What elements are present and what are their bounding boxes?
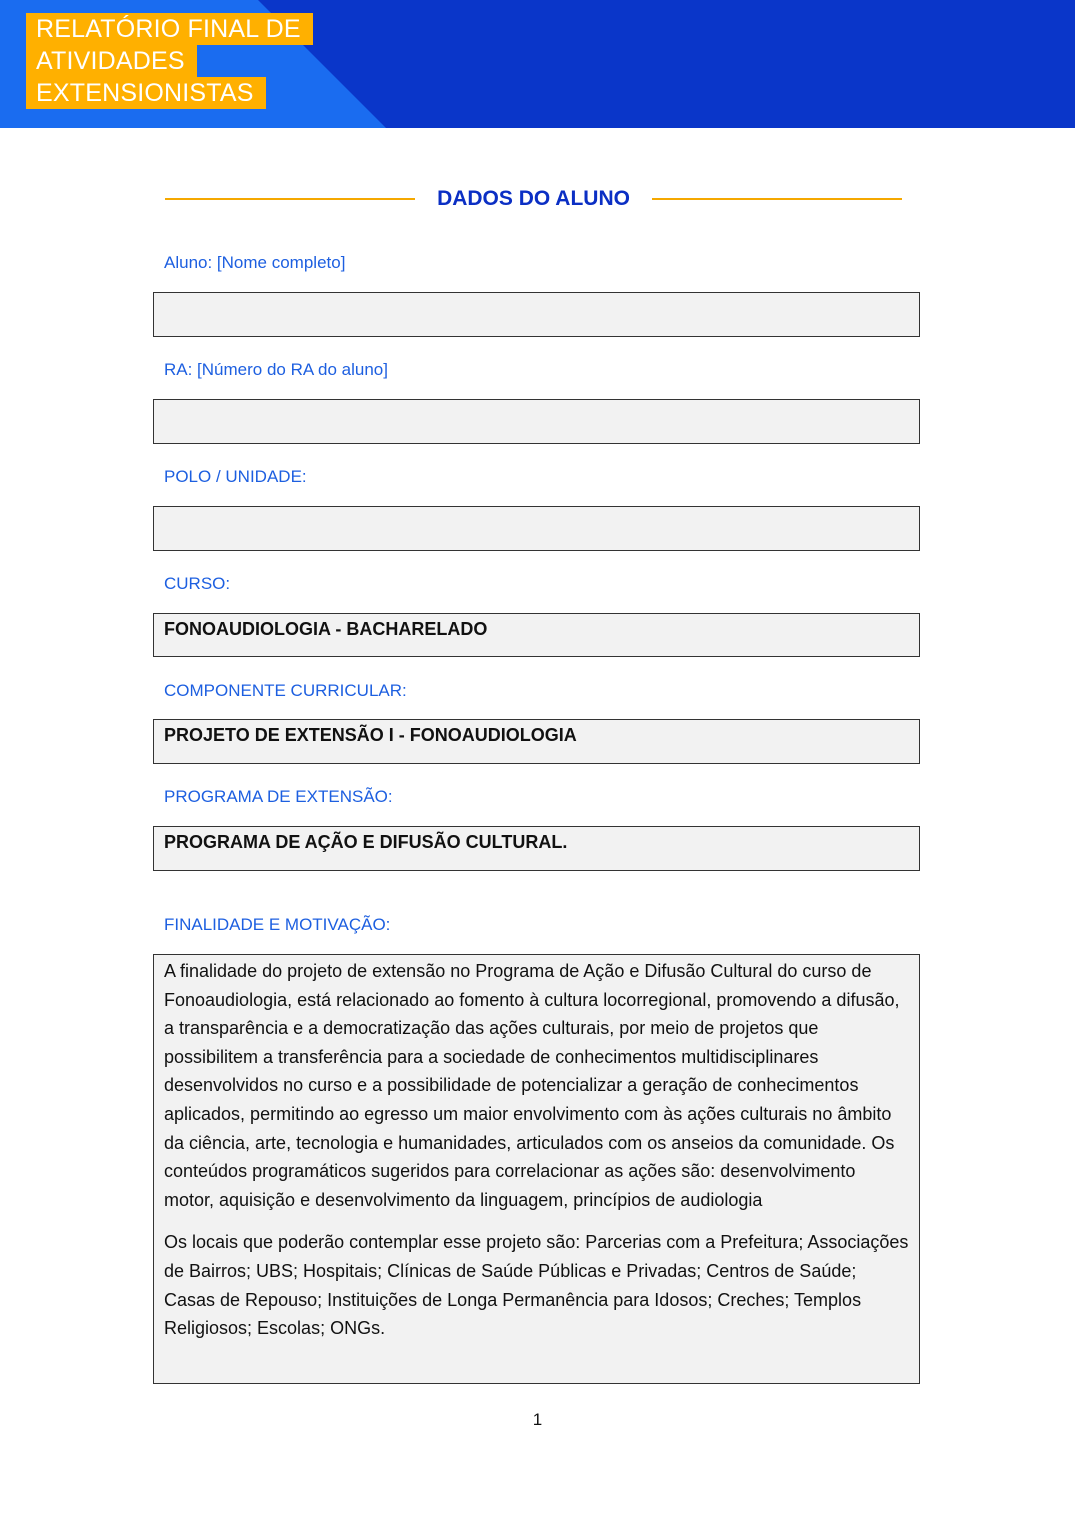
finalidade-textbox[interactable] — [153, 954, 920, 1384]
page-number: 1 — [532, 1410, 543, 1429]
aluno-field[interactable] — [153, 292, 920, 337]
section-divider-right — [652, 198, 902, 200]
ra-field[interactable] — [153, 399, 920, 444]
curso-field[interactable] — [153, 613, 920, 657]
ra-label: RA: [Número do RA do aluno] — [164, 360, 388, 379]
programa-label: PROGRAMA DE EXTENSÃO: — [164, 787, 393, 806]
finalidade-label: FINALIDADE E MOTIVAÇÃO: — [164, 915, 391, 934]
componente-value: PROJETO DE EXTENSÃO I - FONOAUDIOLOGIA — [164, 725, 577, 745]
section-heading — [165, 178, 902, 220]
finalidade-paragraph-1: A finalidade do projeto de extensão no Programa de Ação e Difusão Cultural do curso de Fonoaudiologia, está relacionado ao fomento à cultura locorregional, promovendo a difusão, a transparência e a democratização das ações culturais, por meio de projetos que possibilitem a transferência para a sociedade de conhecimentos multidisciplinares desenvolvidos no curso e a possibilidade de potencializar a geração de conhecimentos aplicados, permitindo ao egresso um maior envolvimento com às ações culturais no âmbito da ciência, arte, tecnologia e humanidades, articulados com os anseios da comunidade. Os conteúdos programáticos sugeridos para correlacionar as ações são: desenvolvimento motor, aquisição e desenvolvimento da linguagem, princípios de audiologia — [164, 961, 900, 1210]
programa-value: PROGRAMA DE AÇÃO E DIFUSÃO CULTURAL. — [164, 832, 568, 852]
header-banner — [0, 0, 1075, 128]
section-divider-left — [165, 198, 415, 200]
report-title-line-2: ATIVIDADES — [26, 45, 197, 77]
curso-label: CURSO: — [164, 574, 231, 593]
aluno-label: Aluno: [Nome completo] — [164, 253, 346, 272]
finalidade-paragraph-2: Os locais que poderão contemplar esse projeto são: Parcerias com a Prefeitura; Associações de Bairros; UBS; Hospitais; Clínicas de Saúde Públicas e Privadas; Centros de Saúde; Casas de Repouso; Instituições de Longa Permanência para Idosos; Creches; Templos Religiosos; Escolas; ONGs. — [164, 1232, 909, 1339]
report-title — [26, 13, 313, 109]
componente-field[interactable] — [153, 719, 920, 764]
polo-field[interactable] — [153, 506, 920, 551]
curso-value: FONOAUDIOLOGIA - BACHARELADO — [164, 619, 488, 639]
report-title-line-3: EXTENSIONISTAS — [26, 77, 266, 109]
programa-field[interactable] — [153, 826, 920, 871]
componente-label: COMPONENTE CURRICULAR: — [164, 681, 407, 700]
polo-label: POLO / UNIDADE: — [164, 467, 307, 486]
report-title-line-1: RELATÓRIO FINAL DE — [26, 13, 313, 45]
section-title: DADOS DO ALUNO — [437, 187, 630, 210]
